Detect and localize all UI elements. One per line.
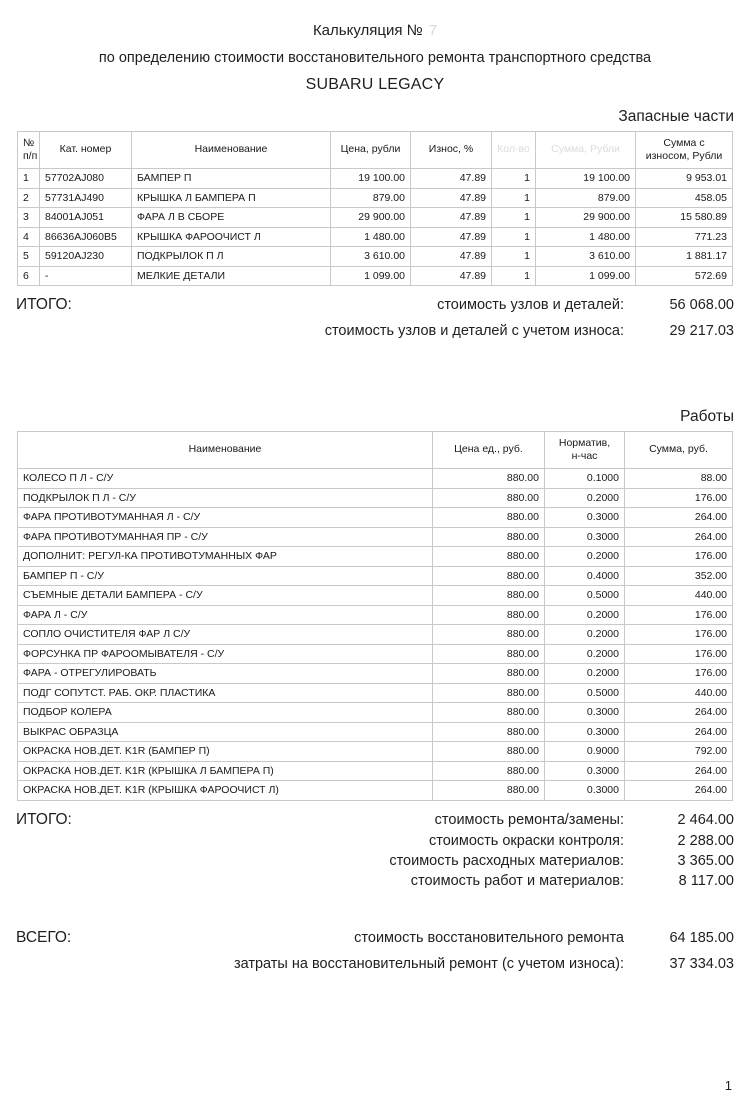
- works-table-row: [18, 742, 733, 762]
- works-cell-sum: 264.00: [625, 761, 733, 781]
- parts-cell-sum-with-wear: 572.69: [636, 266, 733, 286]
- parts-cell-no: 5: [18, 247, 40, 267]
- parts-header-sum-with-wear: [636, 132, 733, 169]
- works-cell-name: ФАРА - ОТРЕГУЛИРОВАТЬ: [18, 664, 433, 684]
- parts-header-catalog-number: Кат. номер: [40, 132, 132, 169]
- parts-totals-label: ИТОГО:: [16, 296, 72, 313]
- works-table-row: [18, 566, 733, 586]
- parts-cell-quantity: 1: [492, 188, 536, 208]
- works-section-caption: Работы: [680, 408, 734, 425]
- parts-cell-wear: 47.89: [411, 247, 492, 267]
- works-table-row: [18, 605, 733, 625]
- parts-totals-value-1: 56 068.00: [669, 297, 734, 313]
- works-table-row: [18, 469, 733, 489]
- works-cell-price: 880.00: [433, 722, 545, 742]
- parts-cell-sum-with-wear: 771.23: [636, 227, 733, 247]
- works-table-row: [18, 488, 733, 508]
- works-table-row: [18, 586, 733, 606]
- works-cell-norm: 0.4000: [545, 566, 625, 586]
- works-cell-norm: 0.2000: [545, 644, 625, 664]
- parts-cell-quantity: 1: [492, 266, 536, 286]
- parts-cell-sum-with-wear: 1 881.17: [636, 247, 733, 267]
- works-header-norm-line2: н-час: [571, 450, 598, 462]
- works-table-row: [18, 625, 733, 645]
- works-cell-sum: 176.00: [625, 547, 733, 567]
- grand-total-value-2: 37 334.03: [669, 955, 734, 972]
- parts-cell-sum: 3 610.00: [536, 247, 636, 267]
- parts-cell-no: 2: [18, 188, 40, 208]
- parts-cell-no: 4: [18, 227, 40, 247]
- works-cell-name: СОПЛО ОЧИСТИТЕЛЯ ФАР Л С/У: [18, 625, 433, 645]
- parts-header-quantity: Кол-во: [492, 132, 536, 169]
- works-cell-sum: 440.00: [625, 586, 733, 606]
- works-table-header-row: [18, 432, 733, 469]
- works-cell-sum: 176.00: [625, 625, 733, 645]
- parts-cell-price: 3 610.00: [331, 247, 411, 267]
- parts-cell-no: 3: [18, 208, 40, 228]
- parts-totals-desc-1: стоимость узлов и деталей:: [437, 297, 624, 313]
- parts-cell-sum-with-wear: 458.05: [636, 188, 733, 208]
- works-totals-value-4: 8 117.00: [678, 872, 734, 889]
- parts-cell-name: КРЫШКА Л БАМПЕРА П: [132, 188, 331, 208]
- parts-header-wear: Износ, %: [411, 132, 492, 169]
- works-cell-name: ДОПОЛНИТ: РЕГУЛ-КА ПРОТИВОТУМАННЫХ ФАР: [18, 547, 433, 567]
- works-cell-name: ОКРАСКА НОВ.ДЕТ. K1R (КРЫШКА ФАРООЧИСТ Л): [18, 781, 433, 801]
- works-cell-name: ФОРСУНКА ПР ФАРООМЫВАТЕЛЯ - С/У: [18, 644, 433, 664]
- works-cell-norm: 0.3000: [545, 703, 625, 723]
- parts-header-price: Цена, рубли: [331, 132, 411, 169]
- parts-cell-quantity: 1: [492, 227, 536, 247]
- works-totals-value-2: 2 288.00: [677, 832, 734, 849]
- works-cell-price: 880.00: [433, 488, 545, 508]
- works-cell-price: 880.00: [433, 469, 545, 489]
- parts-cell-no: 1: [18, 169, 40, 189]
- parts-header-no-line1: №: [23, 136, 35, 149]
- works-cell-norm: 0.3000: [545, 527, 625, 547]
- works-cell-sum: 88.00: [625, 469, 733, 489]
- works-table-row: [18, 703, 733, 723]
- works-totals-desc-1: стоимость ремонта/замены:: [434, 811, 624, 828]
- works-cell-norm: 0.3000: [545, 781, 625, 801]
- works-cell-norm: 0.1000: [545, 469, 625, 489]
- works-totals-label: ИТОГО:: [16, 810, 72, 828]
- works-totals-block: [0, 811, 750, 889]
- works-cell-norm: 0.5000: [545, 586, 625, 606]
- parts-cell-sum: 29 900.00: [536, 208, 636, 228]
- works-cell-price: 880.00: [433, 683, 545, 703]
- parts-cell-wear: 47.89: [411, 208, 492, 228]
- parts-table: [17, 131, 733, 286]
- grand-total-block: [0, 929, 750, 972]
- parts-cell-catalog-number: 57702AJ080: [40, 169, 132, 189]
- works-cell-name: ПОДГ СОПУТСТ. РАБ. ОКР. ПЛАСТИКА: [18, 683, 433, 703]
- works-totals-row-2: [16, 833, 734, 849]
- works-cell-name: ВЫКРАС ОБРАЗЦА: [18, 722, 433, 742]
- works-cell-sum: 176.00: [625, 488, 733, 508]
- parts-totals-desc-2: стоимость узлов и деталей с учетом износа:: [324, 323, 624, 339]
- parts-table-row: [18, 266, 733, 286]
- parts-cell-wear: 47.89: [411, 188, 492, 208]
- parts-header-sum-with-wear-line1: Сумма с: [663, 136, 705, 149]
- works-table-row: [18, 527, 733, 547]
- grand-total-desc-2: затраты на восстановительный ремонт (с учетом износа):: [233, 955, 624, 972]
- works-cell-name: СЪЕМНЫЕ ДЕТАЛИ БАМПЕРА - С/У: [18, 586, 433, 606]
- parts-table-row: [18, 208, 733, 228]
- parts-header-name: Наименование: [132, 132, 331, 169]
- parts-cell-price: 1 480.00: [331, 227, 411, 247]
- grand-total-value-1: 64 185.00: [669, 929, 734, 946]
- works-table-row: [18, 781, 733, 801]
- works-cell-norm: 0.3000: [545, 722, 625, 742]
- works-cell-name: ФАРА ПРОТИВОТУМАННАЯ ПР - С/У: [18, 527, 433, 547]
- works-totals-value-1: 2 464.00: [677, 811, 734, 828]
- works-cell-sum: 440.00: [625, 683, 733, 703]
- works-cell-name: БАМПЕР П - С/У: [18, 566, 433, 586]
- parts-cell-catalog-number: 59120AJ230: [40, 247, 132, 267]
- works-cell-norm: 0.3000: [545, 508, 625, 528]
- parts-cell-price: 879.00: [331, 188, 411, 208]
- works-header-sum: Сумма, руб.: [625, 432, 733, 469]
- works-cell-price: 880.00: [433, 742, 545, 762]
- works-cell-sum: 352.00: [625, 566, 733, 586]
- works-cell-norm: 0.2000: [545, 547, 625, 567]
- works-cell-norm: 0.5000: [545, 683, 625, 703]
- works-cell-price: 880.00: [433, 605, 545, 625]
- works-cell-name: ФАРА ПРОТИВОТУМАННАЯ Л - С/У: [18, 508, 433, 528]
- parts-cell-quantity: 1: [492, 169, 536, 189]
- works-cell-name: ПОДКРЫЛОК П Л - С/У: [18, 488, 433, 508]
- works-cell-name: КОЛЕСО П Л - С/У: [18, 469, 433, 489]
- parts-cell-name: ФАРА Л В СБОРЕ: [132, 208, 331, 228]
- works-cell-norm: 0.9000: [545, 742, 625, 762]
- works-totals-row-4: [16, 873, 734, 889]
- works-cell-sum: 176.00: [625, 664, 733, 684]
- works-cell-price: 880.00: [433, 586, 545, 606]
- works-cell-price: 880.00: [433, 703, 545, 723]
- works-cell-name: ОКРАСКА НОВ.ДЕТ. K1R (КРЫШКА Л БАМПЕРА П): [18, 761, 433, 781]
- parts-header-sum-with-wear-line2: износом, Рубли: [645, 150, 723, 162]
- parts-table-header-row: [18, 132, 733, 169]
- parts-cell-name: БАМПЕР П: [132, 169, 331, 189]
- works-table-row: [18, 761, 733, 781]
- parts-totals-row-1: [16, 296, 734, 314]
- works-cell-name: ОКРАСКА НОВ.ДЕТ. K1R (БАМПЕР П): [18, 742, 433, 762]
- works-table-row: [18, 508, 733, 528]
- parts-cell-price: 29 900.00: [331, 208, 411, 228]
- parts-table-row: [18, 227, 733, 247]
- works-totals-desc-4: стоимость работ и материалов:: [410, 872, 624, 889]
- grand-total-desc-1: стоимость восстановительного ремонта: [354, 929, 624, 946]
- parts-cell-quantity: 1: [492, 247, 536, 267]
- document-subtitle: по определению стоимости восстановительного ремонта транспортного средства: [98, 50, 652, 66]
- works-cell-sum: 264.00: [625, 703, 733, 723]
- parts-totals-block: [0, 296, 750, 341]
- works-table-row: [18, 547, 733, 567]
- works-header-norm: [545, 432, 625, 469]
- parts-cell-wear: 47.89: [411, 266, 492, 286]
- works-cell-price: 880.00: [433, 508, 545, 528]
- works-table-row: [18, 644, 733, 664]
- grand-total-row-2: [16, 956, 734, 972]
- parts-cell-wear: 47.89: [411, 169, 492, 189]
- works-cell-norm: 0.2000: [545, 625, 625, 645]
- parts-cell-sum: 1 099.00: [536, 266, 636, 286]
- works-table-row: [18, 683, 733, 703]
- works-table-row: [18, 664, 733, 684]
- works-totals-row-3: [16, 853, 734, 869]
- parts-cell-catalog-number: 86636AJ060B5: [40, 227, 132, 247]
- document-title-text: Калькуляция №: [312, 22, 423, 39]
- works-cell-sum: 264.00: [625, 781, 733, 801]
- parts-cell-wear: 47.89: [411, 227, 492, 247]
- works-cell-norm: 0.2000: [545, 488, 625, 508]
- vehicle-model: SUBARU LEGACY: [305, 76, 445, 93]
- parts-table-row: [18, 188, 733, 208]
- works-table-row: [18, 722, 733, 742]
- grand-total-row-1: [16, 929, 734, 947]
- works-cell-price: 880.00: [433, 761, 545, 781]
- works-header-name: Наименование: [18, 432, 433, 469]
- page-number: 1: [724, 1078, 732, 1093]
- parts-cell-catalog-number: -: [40, 266, 132, 286]
- works-totals-row-1: [16, 811, 734, 829]
- document-number: 7: [428, 22, 438, 39]
- parts-totals-value-2: 29 217.03: [669, 323, 734, 339]
- works-cell-price: 880.00: [433, 664, 545, 684]
- section-spacer: [0, 350, 750, 394]
- works-cell-sum: 264.00: [625, 527, 733, 547]
- parts-cell-sum: 19 100.00: [536, 169, 636, 189]
- works-cell-sum: 264.00: [625, 722, 733, 742]
- parts-cell-price: 1 099.00: [331, 266, 411, 286]
- parts-header-no: [18, 132, 40, 169]
- works-cell-price: 880.00: [433, 566, 545, 586]
- parts-table-body: [18, 169, 733, 286]
- parts-cell-sum-with-wear: 15 580.89: [636, 208, 733, 228]
- works-header-norm-line1: Норматив,: [558, 436, 611, 449]
- works-cell-norm: 0.2000: [545, 664, 625, 684]
- works-cell-price: 880.00: [433, 625, 545, 645]
- works-cell-name: ФАРА Л - С/У: [18, 605, 433, 625]
- parts-table-row: [18, 247, 733, 267]
- parts-cell-name: КРЫШКА ФАРООЧИСТ Л: [132, 227, 331, 247]
- parts-cell-name: ПОДКРЫЛОК П Л: [132, 247, 331, 267]
- parts-cell-catalog-number: 84001AJ051: [40, 208, 132, 228]
- parts-cell-sum-with-wear: 9 953.01: [636, 169, 733, 189]
- parts-cell-sum: 1 480.00: [536, 227, 636, 247]
- works-cell-sum: 176.00: [625, 605, 733, 625]
- works-cell-price: 880.00: [433, 527, 545, 547]
- parts-cell-quantity: 1: [492, 208, 536, 228]
- works-cell-price: 880.00: [433, 644, 545, 664]
- parts-cell-sum: 879.00: [536, 188, 636, 208]
- works-cell-sum: 792.00: [625, 742, 733, 762]
- works-totals-desc-3: стоимость расходных материалов:: [389, 852, 624, 869]
- parts-header-no-line2: п/п: [23, 150, 38, 162]
- parts-cell-catalog-number: 57731AJ490: [40, 188, 132, 208]
- works-cell-sum: 264.00: [625, 508, 733, 528]
- parts-cell-price: 19 100.00: [331, 169, 411, 189]
- grand-total-spacer: [0, 893, 750, 919]
- works-totals-value-3: 3 365.00: [677, 852, 734, 869]
- works-table-body: [18, 469, 733, 801]
- works-header-price: Цена ед., руб.: [433, 432, 545, 469]
- works-cell-price: 880.00: [433, 781, 545, 801]
- parts-table-row: [18, 169, 733, 189]
- parts-section-caption: Запасные части: [618, 108, 734, 125]
- document-title: [0, 22, 750, 39]
- works-cell-norm: 0.2000: [545, 605, 625, 625]
- parts-totals-row-2: [16, 323, 734, 341]
- works-cell-sum: 176.00: [625, 644, 733, 664]
- parts-header-sum: Сумма, Рубли: [536, 132, 636, 169]
- works-totals-desc-2: стоимость окраски контроля:: [428, 832, 624, 849]
- works-cell-name: ПОДБОР КОЛЕРА: [18, 703, 433, 723]
- works-cell-norm: 0.3000: [545, 761, 625, 781]
- works-table: [17, 431, 733, 801]
- works-cell-price: 880.00: [433, 547, 545, 567]
- parts-cell-no: 6: [18, 266, 40, 286]
- parts-cell-name: МЕЛКИЕ ДЕТАЛИ: [132, 266, 331, 286]
- grand-total-label: ВСЕГО:: [16, 928, 72, 946]
